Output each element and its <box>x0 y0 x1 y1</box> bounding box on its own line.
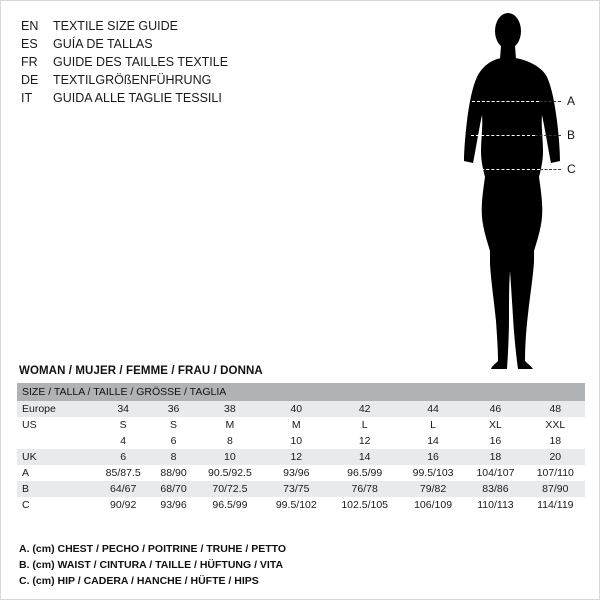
language-row <box>21 35 321 53</box>
cell: 83/86 <box>465 481 525 497</box>
cell: 12 <box>264 449 328 465</box>
row-label: B <box>17 481 95 497</box>
cell: 70/72.5 <box>196 481 264 497</box>
cell: 90/92 <box>95 497 151 513</box>
cell: S <box>95 417 151 433</box>
cell: 10 <box>264 433 328 449</box>
hip-measure-line <box>466 169 540 170</box>
measure-label-b: B <box>567 128 576 142</box>
cell: 10 <box>196 449 264 465</box>
cell: 88/90 <box>151 465 195 481</box>
row-label: A <box>17 465 95 481</box>
cell: 64/67 <box>95 481 151 497</box>
cell: 8 <box>196 433 264 449</box>
table-row <box>17 433 585 449</box>
language-code: IT <box>21 91 33 105</box>
female-body-figure <box>421 9 596 374</box>
language-text: GUÍA DE TALLAS <box>53 37 153 51</box>
language-text: GUIDE DES TAILLES TEXTILE <box>53 55 229 69</box>
cell: 99.5/102 <box>264 497 328 513</box>
legend-line-b: B. (cm) WAIST / CINTURA / TAILLE / HÜFTUNG / VITA <box>19 559 284 571</box>
cell: S <box>151 417 195 433</box>
cell: XL <box>465 417 525 433</box>
cell: 18 <box>465 449 525 465</box>
cell: 4 <box>95 433 151 449</box>
waist-measure-line <box>471 135 535 136</box>
cell: 102.5/105 <box>328 497 400 513</box>
table-row <box>17 481 585 497</box>
size-table-zone <box>17 361 585 513</box>
cell: 73/75 <box>264 481 328 497</box>
cell: 96.5/99 <box>328 465 400 481</box>
cell: 34 <box>95 401 151 417</box>
cell: 99.5/103 <box>401 465 465 481</box>
language-text: GUIDA ALLE TAGLIE TESSILI <box>53 91 222 105</box>
measure-label-c: C <box>567 162 576 176</box>
body-silhouette-icon <box>421 9 596 374</box>
cell: 14 <box>328 449 400 465</box>
cell: M <box>264 417 328 433</box>
cell: 18 <box>526 433 585 449</box>
table-row <box>17 449 585 465</box>
cell: 8 <box>151 449 195 465</box>
cell: 42 <box>328 401 400 417</box>
cell: 6 <box>151 433 195 449</box>
cell: 93/96 <box>264 465 328 481</box>
cell: 96.5/99 <box>196 497 264 513</box>
cell: M <box>196 417 264 433</box>
cell: XXL <box>526 417 585 433</box>
cell: 40 <box>264 401 328 417</box>
cell: 6 <box>95 449 151 465</box>
table-row <box>17 417 585 433</box>
language-list <box>21 17 321 107</box>
cell: 90.5/92.5 <box>196 465 264 481</box>
cell: 87/90 <box>526 481 585 497</box>
measure-label-a: A <box>567 94 576 108</box>
row-label: US <box>17 417 95 433</box>
row-label: C <box>17 497 95 513</box>
chest-measure-line <box>467 101 539 102</box>
cell: 110/113 <box>465 497 525 513</box>
language-code: DE <box>21 73 39 87</box>
cell: 20 <box>526 449 585 465</box>
cell: 36 <box>151 401 195 417</box>
legend-line-c: C. (cm) HIP / CADERA / HANCHE / HÜFTE / HIPS <box>19 575 259 587</box>
cell: 107/110 <box>526 465 585 481</box>
language-text: TEXTILE SIZE GUIDE <box>53 19 179 33</box>
cell: 14 <box>401 433 465 449</box>
measurement-legend <box>19 541 579 589</box>
table-row <box>17 465 585 481</box>
cell: 16 <box>465 433 525 449</box>
row-label: UK <box>17 449 95 465</box>
language-row <box>21 71 321 89</box>
cell: 93/96 <box>151 497 195 513</box>
cell: 38 <box>196 401 264 417</box>
cell: L <box>401 417 465 433</box>
language-code: FR <box>21 55 38 69</box>
table-group-title: WOMAN / MUJER / FEMME / FRAU / DONNA <box>19 365 263 377</box>
cell: 48 <box>526 401 585 417</box>
table-header-label: SIZE / TALLA / TAILLE / GRÖSSE / TAGLIA <box>17 383 585 401</box>
waist-leader-line <box>535 135 561 136</box>
cell: 104/107 <box>465 465 525 481</box>
table-header-row <box>17 383 585 401</box>
language-text: TEXTILGRÖßENFÜHRUNG <box>53 73 212 87</box>
row-label: Europe <box>17 401 95 417</box>
row-label <box>17 433 95 449</box>
cell: 16 <box>401 449 465 465</box>
language-row <box>21 89 321 107</box>
language-row <box>21 53 321 71</box>
cell: 44 <box>401 401 465 417</box>
cell: L <box>328 417 400 433</box>
cell: 79/82 <box>401 481 465 497</box>
cell: 76/78 <box>328 481 400 497</box>
table-row <box>17 401 585 417</box>
cell: 106/109 <box>401 497 465 513</box>
table-row <box>17 497 585 513</box>
language-row <box>21 17 321 35</box>
legend-line-a: A. (cm) CHEST / PECHO / POITRINE / TRUHE / PETTO <box>19 543 287 555</box>
chest-leader-line <box>539 101 561 102</box>
hip-leader-line <box>540 169 561 170</box>
language-code: EN <box>21 19 39 33</box>
cell: 114/119 <box>526 497 585 513</box>
cell: 46 <box>465 401 525 417</box>
size-table <box>17 383 585 513</box>
cell: 85/87.5 <box>95 465 151 481</box>
cell: 68/70 <box>151 481 195 497</box>
language-code: ES <box>21 37 38 51</box>
cell: 12 <box>328 433 400 449</box>
